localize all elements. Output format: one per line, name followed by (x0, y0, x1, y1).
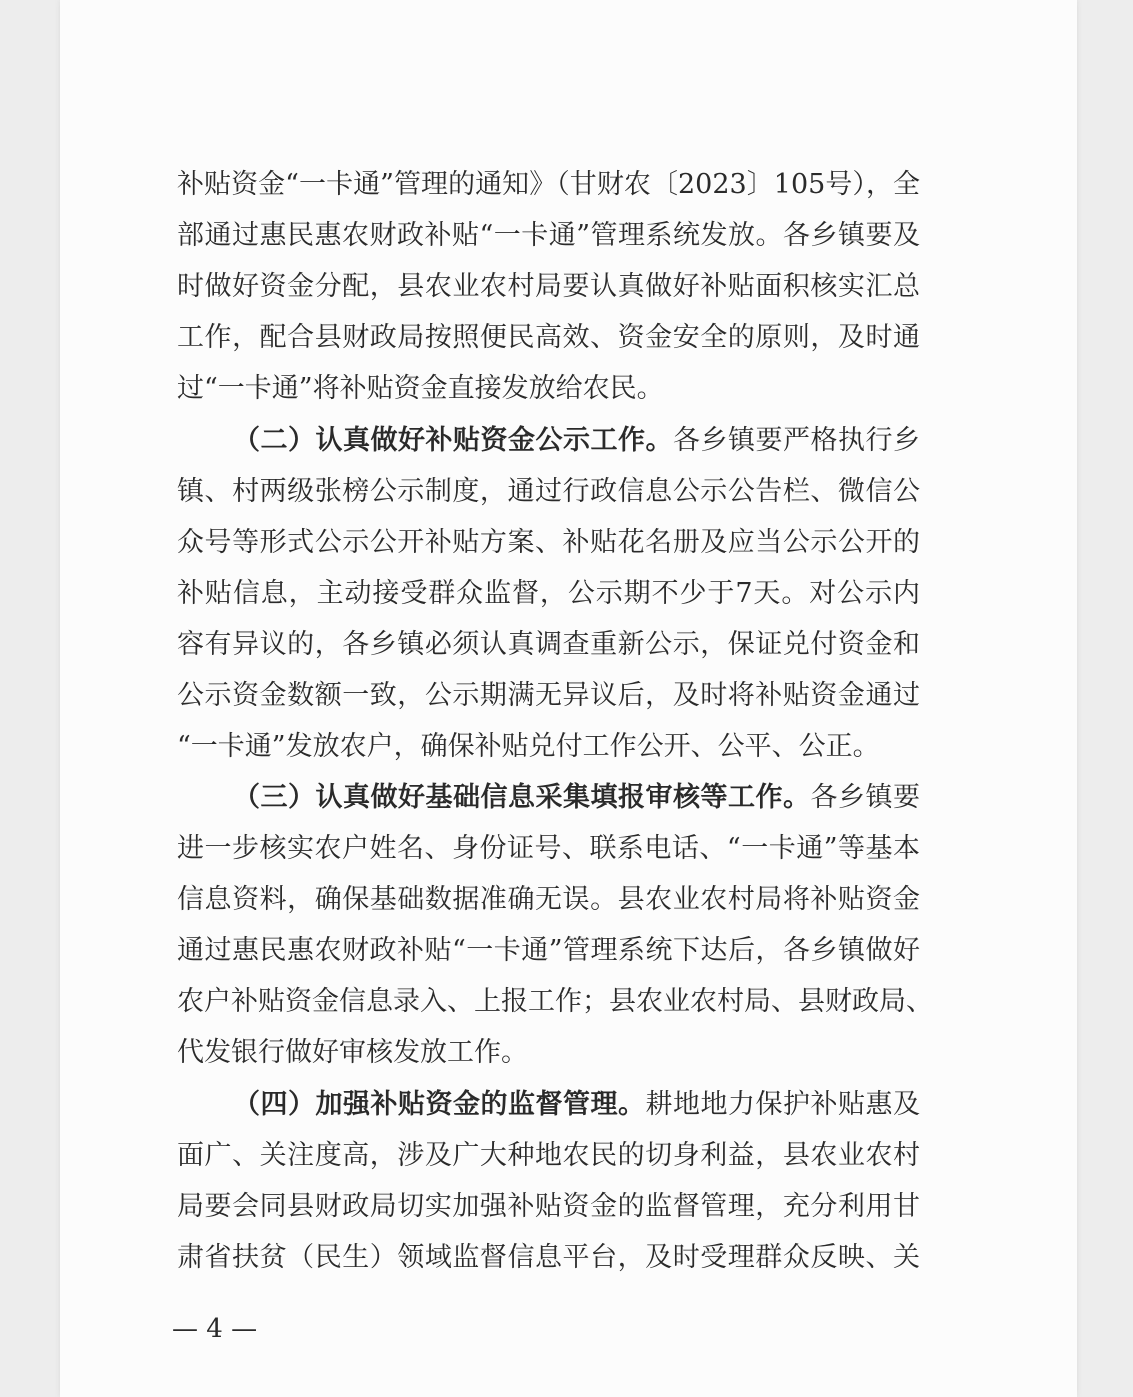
paragraph-line: 信息资料，确保基础数据准确无误。县农业农村局将补贴资金 (177, 884, 920, 915)
paragraph-line: 镇、村两级张榜公示制度，通过行政信息公示公告栏、微信公 (177, 476, 920, 507)
paragraph-line: 通过惠民惠农财政补贴“一卡通”管理系统下达后，各乡镇做好 (177, 935, 920, 966)
paragraph-line: 代发银行做好审核发放工作。 (177, 1037, 528, 1068)
paragraph-line: 部通过惠民惠农财政补贴“一卡通”管理系统发放。各乡镇要及 (177, 220, 920, 251)
section-text: 各乡镇要 (810, 782, 920, 813)
section-heading: （三）认真做好基础信息采集填报审核等工作。 (233, 782, 811, 813)
paragraph-line: 补贴信息，主动接受群众监督，公示期不少于7天。对公示内 (177, 578, 920, 609)
paragraph-line: 容有异议的，各乡镇必须认真调查重新公示，保证兑付资金和 (177, 629, 920, 660)
section-first-line (233, 1082, 920, 1122)
paragraph-line: “一卡通”发放农户，确保补贴兑付工作公开、公平、公正。 (177, 731, 880, 762)
page-number: — 4 — (172, 1314, 258, 1344)
paragraph-line: 补贴资金“一卡通”管理的通知》（甘财农〔2023〕105号），全 (177, 169, 920, 200)
section-first-line (233, 775, 920, 815)
paragraph-line: 肃省扶贫（民生）领域监督信息平台，及时受理群众反映、关 (177, 1242, 920, 1273)
section-text: 耕地地力保护补贴惠及 (645, 1089, 920, 1120)
paragraph-line: 局要会同县财政局切实加强补贴资金的监督管理，充分利用甘 (177, 1191, 920, 1222)
section-heading: （二）认真做好补贴资金公示工作。 (233, 425, 673, 456)
section-heading: （四）加强补贴资金的监督管理。 (233, 1089, 646, 1120)
paragraph-line: 众号等形式公示公开补贴方案、补贴花名册及应当公示公开的 (177, 527, 920, 558)
paragraph-line: 过“一卡通”将补贴资金直接发放给农民。 (177, 373, 664, 404)
paragraph-line: 工作，配合县财政局按照便民高效、资金安全的原则，及时通 (177, 322, 920, 353)
paragraph-line: 面广、关注度高，涉及广大种地农民的切身利益，县农业农村 (177, 1140, 920, 1171)
section-text: 各乡镇要严格执行乡 (673, 425, 920, 456)
paragraph-line: 时做好资金分配，县农业农村局要认真做好补贴面积核实汇总 (177, 271, 920, 302)
paragraph-line: 进一步核实农户姓名、身份证号、联系电话、“一卡通”等基本 (177, 833, 920, 864)
section-first-line (233, 418, 920, 458)
paragraph-line: 公示资金数额一致，公示期满无异议后，及时将补贴资金通过 (177, 680, 920, 711)
paragraph-line: 农户补贴资金信息录入、上报工作；县农业农村局、县财政局、 (177, 986, 933, 1017)
